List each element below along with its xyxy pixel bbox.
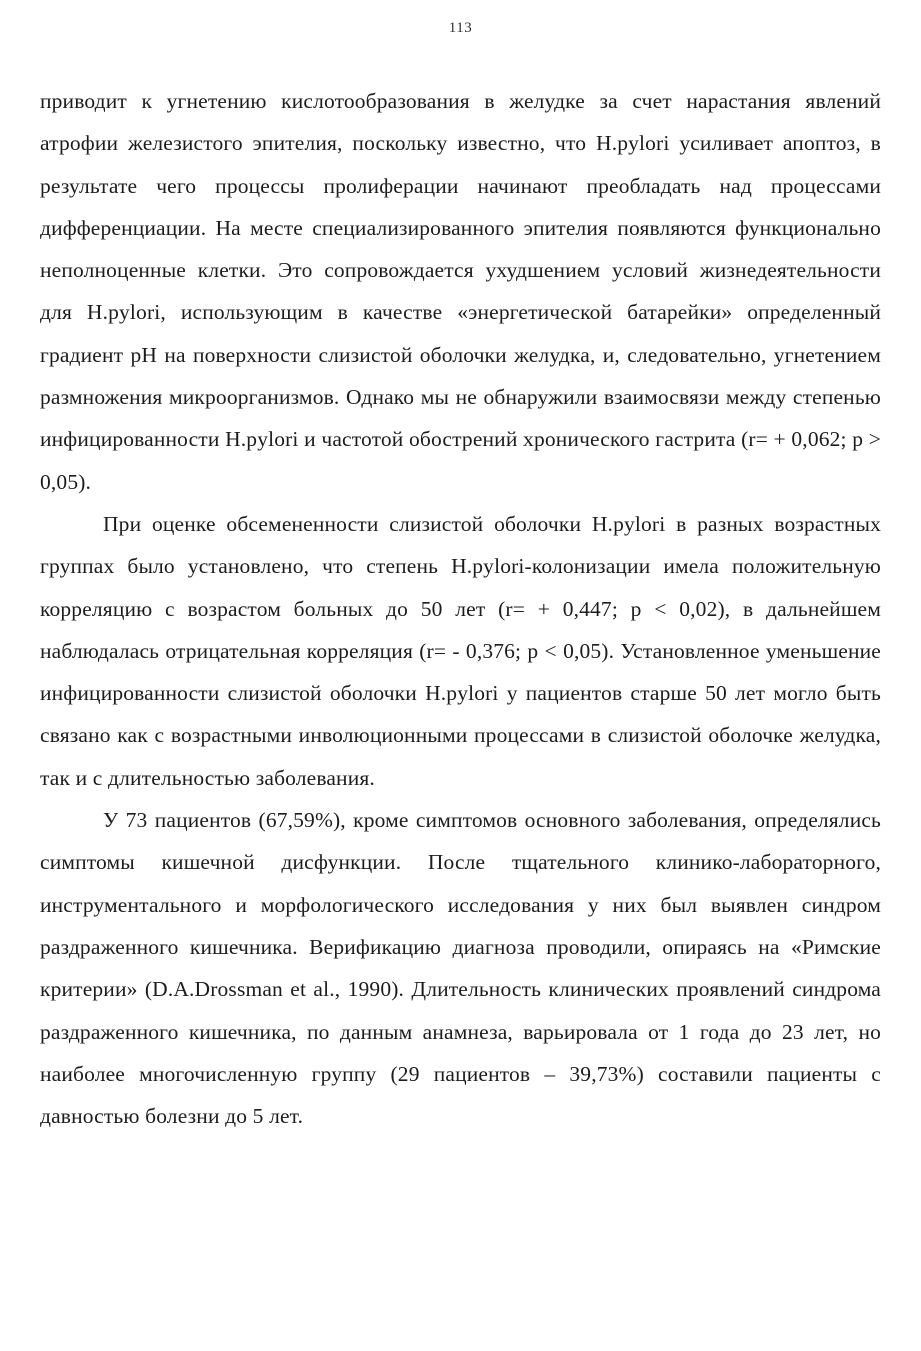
paragraph-continuation: приводит к угнетению кислотообразования в желудке за счет нарастания явлений атрофии железистого эпителия, поскольку известно, что H.pylori усиливает апоптоз, в результате чего процессы пролиферации начинают преобладать над процессами дифференциации. На месте специализированного эпителия появляются функционально неполноценные клетки. Это сопровождается ухудшением условий жизнедеятельности для H.pylori, использующим в качестве «энергетической батарейки» определенный градиент pH на поверхности слизистой оболочки желудка, и, следовательно, угнетением размножения микроорганизмов. Однако мы не обнаружили взаимосвязи между степенью инфицированности H.pylori и частотой обострений хронического гастрита (r= + 0,062; p > 0,05).	[40, 89, 881, 494]
paragraph-ibs-symptoms: У 73 пациентов (67,59%), кроме симптомов основного заболевания, определялись симптомы кишечной дисфункции. После тщательного клинико-лабораторного, инструментального и морфологического исследования у них был выявлен синдром раздраженного кишечника. Верификацию диагноза проводили, опираясь на «Римские критерии» (D.A.Drossman et al., 1990). Длительность клинических проявлений синдрома раздраженного кишечника, по данным анамнеза, варьировала от 1 года до 23 лет, но наиболее многочисленную группу (29 пациентов – 39,73%) составили пациенты с давностью болезни до 5 лет.	[40, 808, 881, 1129]
body-text	[40, 80, 881, 1137]
page-number: 113	[448, 20, 473, 36]
paragraph-age-correlation: При оценке обсемененности слизистой оболочки H.pylori в разных возрастных группах было установлено, что степень H.pylori-колонизации имела положительную корреляцию с возрастом больных до 50 лет (r= + 0,447; p < 0,02), в дальнейшем наблюдалась отрицательная корреляция (r= - 0,376; p < 0,05). Установленное уменьшение инфицированности слизистой оболочки H.pylori у пациентов старше 50 лет могло быть связано как с возрастными инволюционными процессами в слизистой оболочке желудка, так и с длительностью заболевания.	[40, 511, 881, 790]
